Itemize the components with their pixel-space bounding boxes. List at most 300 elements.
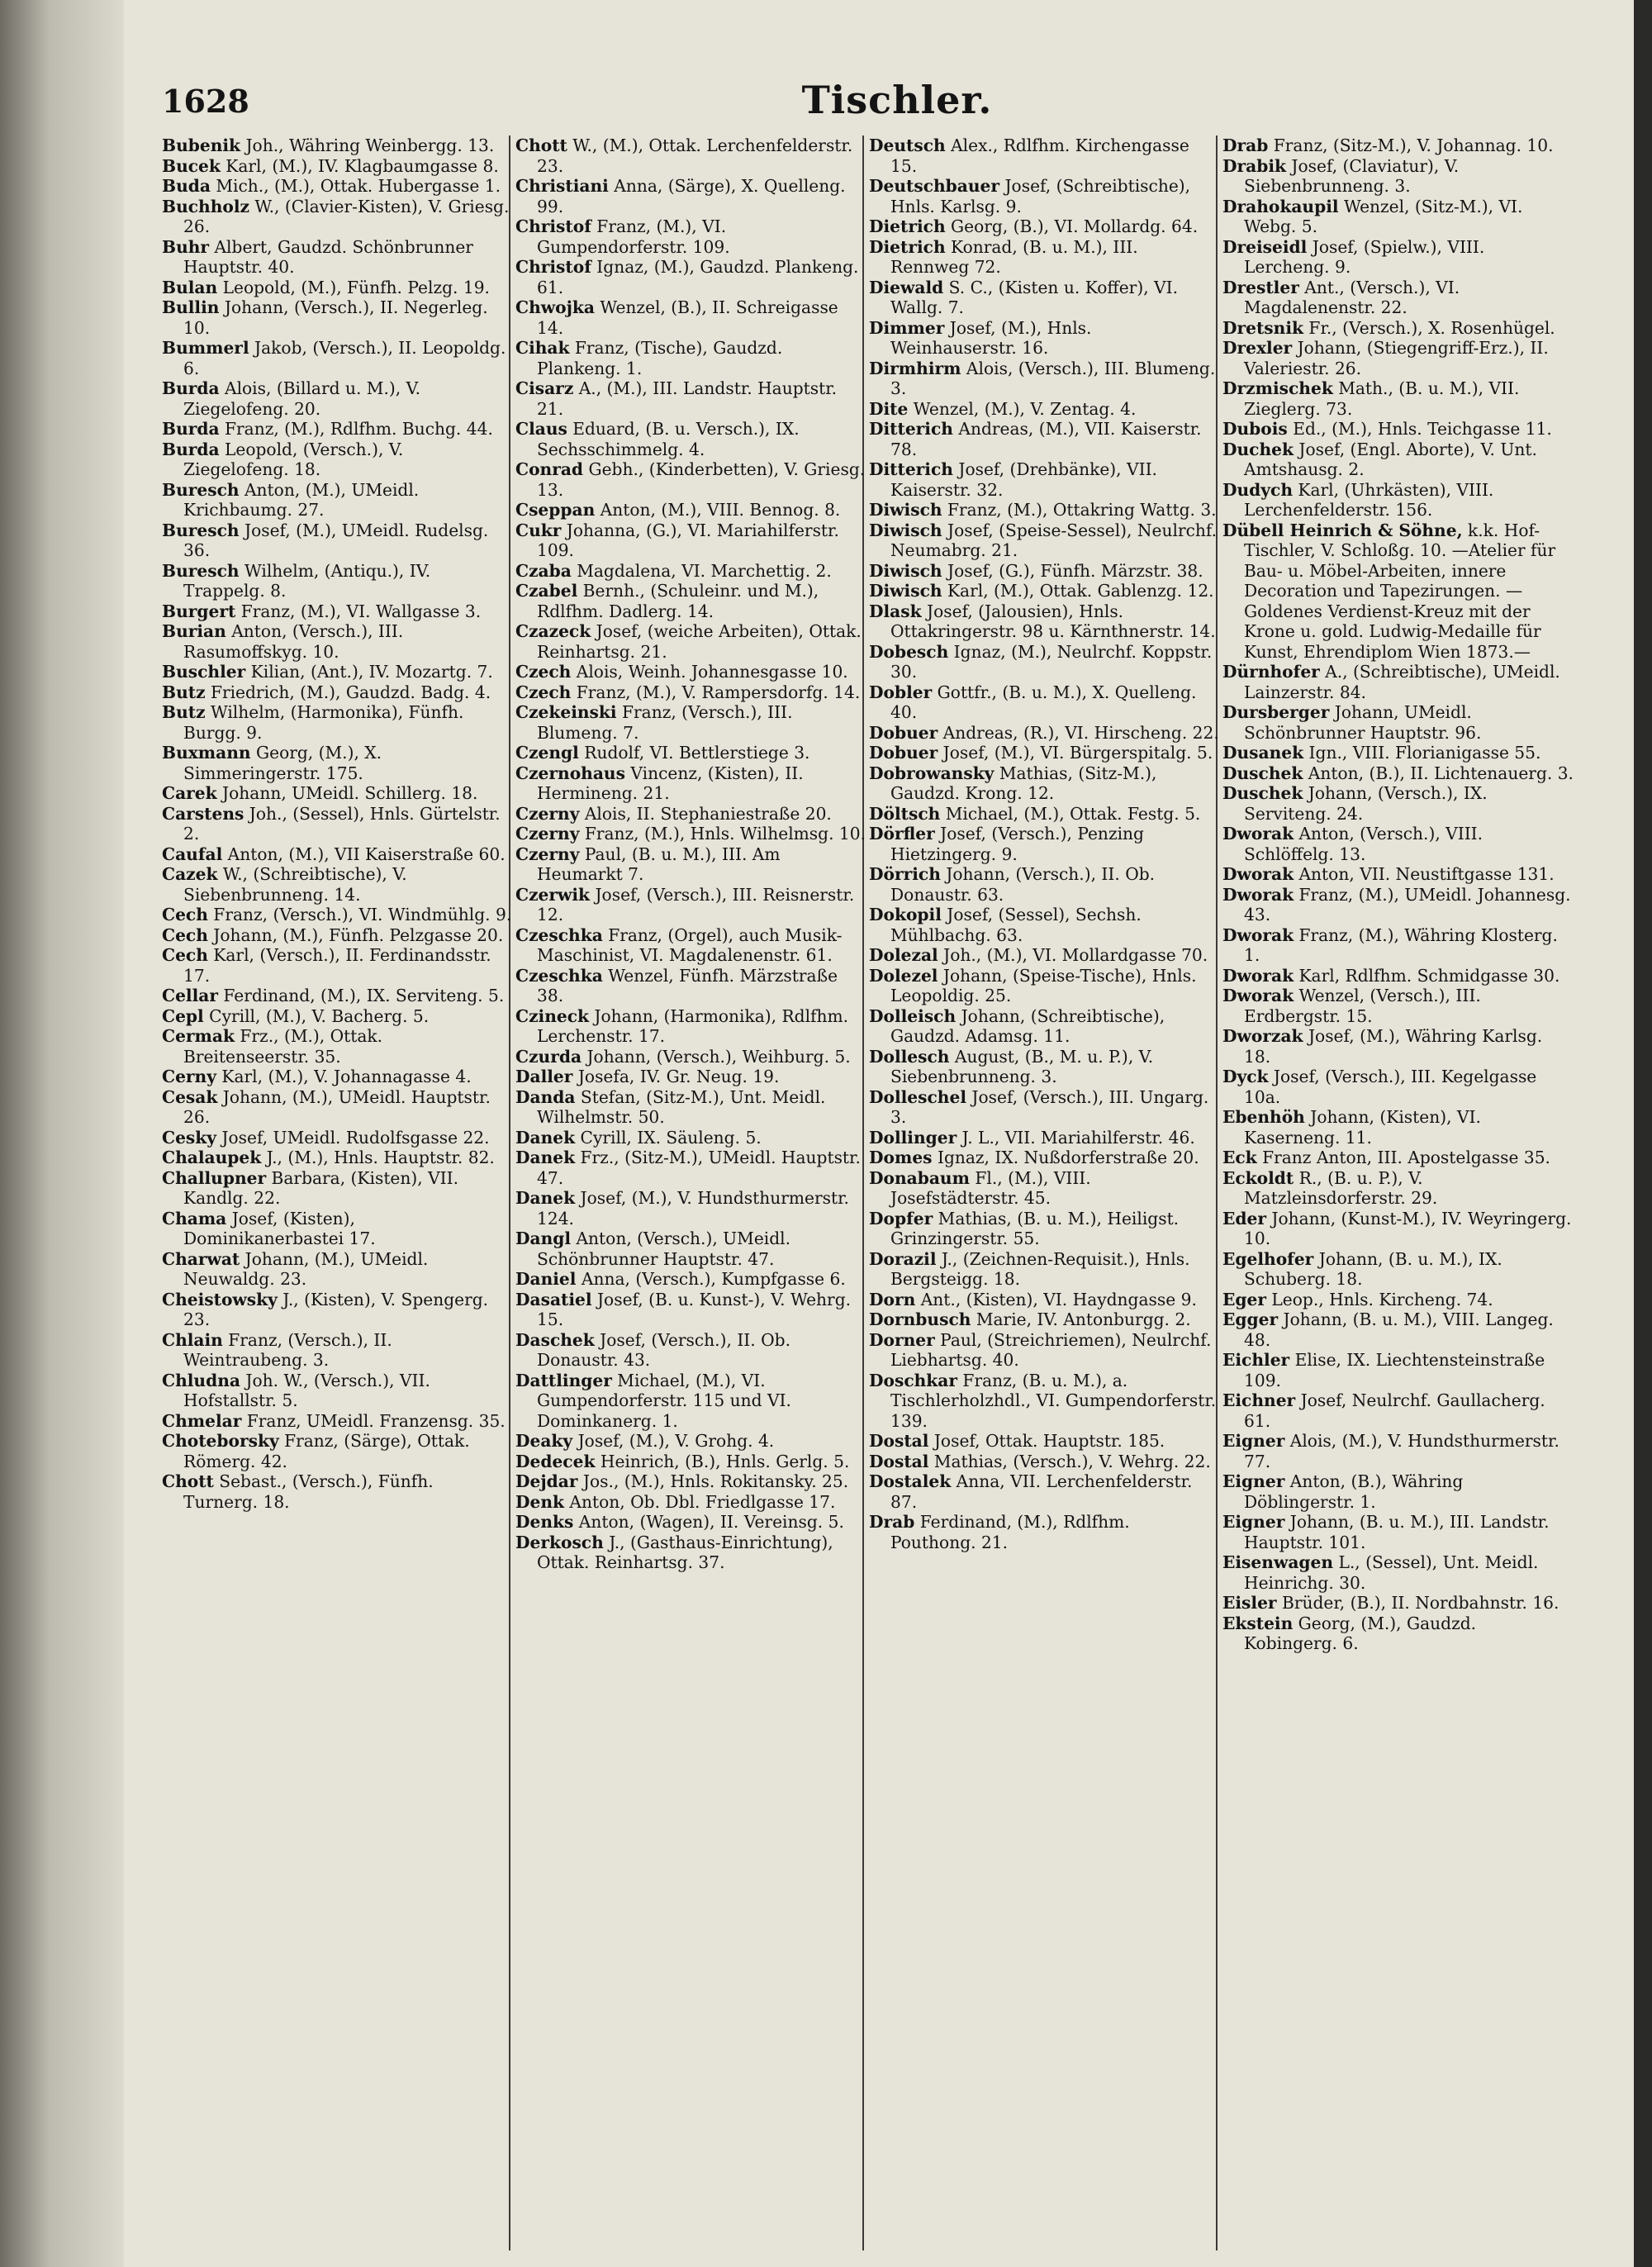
entry-name: Dubois (1222, 419, 1288, 439)
entry-name: Czurda (515, 1046, 582, 1067)
entry-details: Josef, (Kisten), Dominikanerbastei 17. (183, 1208, 376, 1248)
directory-entry (515, 1067, 866, 1087)
directory-entry (1222, 1249, 1574, 1290)
entry-name: Diewald (869, 277, 944, 297)
entry-details: Johann, (B. u. M.), IX. Schuberg. 18. (1244, 1248, 1502, 1289)
entry-name: Danda (515, 1086, 576, 1107)
directory-entry (162, 945, 513, 986)
entry-details: L., (Sessel), Unt. Meidl. Heinrichg. 30. (1244, 1552, 1539, 1593)
directory-entry (515, 1188, 866, 1229)
entry-name: Dostal (869, 1451, 929, 1471)
entry-details: Georg, (M.), Gaudzd. Kobingerg. 6. (1244, 1613, 1477, 1653)
entry-details: Kilian, (Ant.), IV. Mozartg. 7. (245, 662, 493, 682)
directory-entry (162, 197, 513, 237)
entry-details: Ant., (Kisten), VI. Haydngasse 9. (915, 1289, 1197, 1309)
entry-name: Dattlinger (515, 1370, 612, 1390)
entry-name: Dreiseidl (1222, 236, 1308, 257)
entry-name: Christof (515, 257, 591, 277)
directory-entry (162, 1249, 513, 1290)
entry-details: Wilhelm, (Antiqu.), IV. Trappelg. 8. (183, 560, 431, 601)
entry-details: Rudolf, VI. Bettlerstiege 3. (578, 743, 810, 763)
directory-entry (162, 1148, 513, 1168)
entry-details: Karl, (M.), Ottak. Gablenzg. 12. (942, 581, 1214, 601)
entry-name: Drestler (1222, 277, 1299, 297)
directory-entry (1222, 135, 1574, 156)
entry-details: Eduard, (B. u. Versch.), IX. Sechsschimmelg. 4. (537, 419, 800, 459)
directory-entry (869, 1309, 1220, 1330)
entry-name: Dworak (1222, 864, 1294, 884)
directory-entry (515, 297, 866, 338)
entry-name: Cech (162, 905, 208, 924)
directory-entry (869, 500, 1220, 520)
directory-entry (515, 621, 866, 662)
entry-name: Doschkar (869, 1370, 958, 1390)
directory-entry (869, 278, 1220, 318)
directory-entry (869, 804, 1220, 825)
directory-entry (1222, 480, 1574, 520)
entry-name: Dorner (869, 1329, 935, 1350)
entry-details: Franz, (Versch.), VI. Windmühlg. 9. (207, 905, 512, 924)
entry-name: Dimmer (869, 317, 945, 338)
directory-entry (1222, 1290, 1574, 1310)
directory-entry (162, 278, 513, 298)
directory-entry (1222, 783, 1574, 824)
page-header (162, 78, 1632, 132)
directory-entry (515, 1330, 866, 1371)
directory-entry (515, 1128, 866, 1148)
entry-name: Chalaupek (162, 1148, 262, 1167)
directory-entry (869, 763, 1220, 804)
directory-entry (869, 1148, 1220, 1168)
directory-entry (1222, 419, 1574, 440)
entry-name: Czeschka (515, 965, 603, 986)
entry-details: Joh. W., (Versch.), VII. Hofstallstr. 5. (183, 1370, 430, 1410)
directory-entry (515, 743, 866, 763)
entry-details: Franz Anton, III. Apostelgasse 35. (1256, 1148, 1550, 1167)
entry-details: Johann, (Versch.), II. Ob. Donaustr. 63. (890, 864, 1156, 905)
entry-details: J., (Gasthaus-Einrichtung), Ottak. Reinhartsg. 37. (537, 1532, 833, 1572)
entry-name: Eger (1222, 1289, 1266, 1309)
entry-details: Leopold, (Versch.), V. Ziegelofeng. 18. (183, 439, 404, 479)
entry-name: Dopfer (869, 1208, 933, 1229)
entry-name: Dworzak (1222, 1026, 1303, 1046)
entry-details: Wenzel, (M.), V. Zentag. 4. (908, 398, 1137, 419)
entry-name: Cech (162, 924, 208, 945)
entry-name: Daschek (515, 1329, 595, 1350)
entry-name: Cesky (162, 1127, 216, 1148)
directory-entry (1222, 763, 1574, 784)
directory-entry (869, 743, 1220, 763)
directory-entry (162, 1431, 513, 1471)
directory-entry (162, 1371, 513, 1411)
entry-name: Dörfler (869, 824, 935, 844)
entry-name: Claus (515, 419, 567, 439)
entry-name: Duchek (1222, 439, 1294, 459)
entry-details: Fl., (M.), VIII. Josefstädterstr. 45. (890, 1167, 1091, 1208)
entry-name: Chott (515, 135, 567, 155)
entry-details: S. C., (Kisten u. Koffer), VI. Wallg. 7. (890, 277, 1179, 317)
directory-entry (1222, 986, 1574, 1026)
entry-details: Josef, (M.), VI. Bürgerspitalg. 5. (938, 743, 1213, 763)
directory-entry (515, 824, 866, 844)
entry-details: Josef, (Schreibtische), Hnls. Karlsg. 9. (890, 176, 1191, 216)
entry-name: Dorazil (869, 1248, 937, 1269)
entry-details: Anna, (Särge), X. Quelleng. 99. (537, 176, 846, 216)
entry-details: Josef, (Versch.), Penzing Hietzingerg. 9. (890, 824, 1144, 864)
directory-entry (869, 1128, 1220, 1148)
entry-name: Cseppan (515, 500, 596, 520)
entry-details: Leop., Hnls. Kircheng. 74. (1265, 1289, 1493, 1309)
entry-details: Franz, (Sitz-M.), V. Johannag. 10. (1268, 135, 1554, 155)
entry-name: Czineck (515, 1005, 590, 1026)
entry-details: Johann, UMeidl. Schillerg. 18. (216, 783, 478, 803)
entry-name: Dobesch (869, 641, 949, 662)
entry-details: Brüder, (B.), II. Nordbahnstr. 16. (1276, 1593, 1559, 1613)
entry-name: Eisler (1222, 1593, 1277, 1613)
directory-entry (869, 1512, 1220, 1552)
entry-name: Dolezal (869, 945, 938, 965)
entry-details: Sebast., (Versch.), Fünfh. Turnerg. 18. (183, 1471, 434, 1512)
entry-details: Ignaz, (M.), Neulrchf. Koppstr. 30. (890, 641, 1213, 682)
directory-entry (869, 459, 1220, 500)
directory-entry (515, 176, 866, 216)
directory-entry (869, 682, 1220, 723)
directory-entry (162, 1209, 513, 1249)
entry-name: Carek (162, 783, 217, 803)
entry-details: Frz., (Sitz-M.), UMeidl. Hauptstr. 47. (537, 1148, 861, 1188)
directory-entry (869, 824, 1220, 864)
entry-name: Chwojka (515, 297, 595, 317)
entry-name: Dite (869, 398, 909, 419)
entry-name: Dejdar (515, 1471, 578, 1491)
entry-details: Josef, Ottak. Hauptstr. 185. (928, 1431, 1165, 1451)
entry-details: Albert, Gaudzd. Schönbrunner Hauptstr. 40. (183, 236, 473, 277)
entry-name: Domes (869, 1148, 933, 1167)
entry-details: Math., (B. u. M.), VII. Zieglerg. 73. (1244, 378, 1520, 419)
entry-details: A., (M.), III. Landstr. Hauptstr. 21. (537, 378, 838, 419)
entry-name: Egelhofer (1222, 1248, 1314, 1269)
entry-name: Ditterich (869, 459, 953, 479)
directory-entry (1222, 440, 1574, 480)
entry-name: Ebenhöh (1222, 1107, 1305, 1127)
entry-name: Dretsnik (1222, 317, 1304, 338)
directory-entry (162, 1128, 513, 1148)
entry-details: Vincenz, (Kisten), II. Hermineng. 21. (537, 763, 804, 803)
directory-entry (162, 925, 513, 946)
entry-name: Dorn (869, 1289, 916, 1309)
entry-details: Franz, (Orgel), auch Musik-Maschinist, VI. Magdalenenstr. 61. (537, 924, 843, 965)
directory-entry (162, 135, 513, 156)
directory-entry (162, 1026, 513, 1067)
entry-name: Denk (515, 1491, 565, 1512)
entry-name: Burda (162, 378, 220, 398)
entry-name: Bulan (162, 277, 218, 297)
directory-entry (162, 1411, 513, 1432)
directory-entry (162, 1330, 513, 1371)
entry-details: Josef, (Claviatur), V. Siebenbrunneng. 3. (1244, 155, 1460, 196)
entry-name: Buresch (162, 479, 240, 500)
entry-details: Mich., (M.), Ottak. Hubergasse 1. (210, 176, 501, 196)
entry-details: Johann, (Kisten), VI. Kaserneng. 11. (1244, 1107, 1481, 1148)
entry-name: Eisenwagen (1222, 1552, 1334, 1572)
entry-details: W., (Schreibtische), V. Siebenbrunneng. 14. (183, 864, 407, 905)
entry-details: Johann, (Versch.), IX. Serviteng. 24. (1244, 783, 1488, 824)
directory-entry (162, 1006, 513, 1027)
directory-entry (869, 1087, 1220, 1128)
entry-name: Eigner (1222, 1512, 1285, 1532)
directory-entry (515, 662, 866, 682)
directory-entry (869, 966, 1220, 1006)
entry-details: Joh., (M.), VI. Mollardgasse 70. (938, 945, 1208, 965)
entry-name: Czengl (515, 743, 579, 763)
entry-details: Josef, (weiche Arbeiten), Ottak. Reinhartsg. 21. (537, 621, 862, 662)
entry-details: Anton, (M.), VII Kaiserstraße 60. (222, 844, 506, 864)
entry-name: Czabel (515, 581, 578, 601)
entry-details: Andreas, (R.), VI. Hirscheng. 22. (938, 722, 1219, 743)
entry-name: Czaba (515, 560, 572, 581)
entry-details: Gottfr., (B. u. M.), X. Quelleng. 40. (890, 682, 1197, 722)
entry-name: Dlask (869, 601, 922, 621)
entry-details: Franz, UMeidl. Franzensg. 35. (241, 1410, 506, 1431)
entry-name: Cepl (162, 1005, 204, 1026)
directory-entry (869, 1006, 1220, 1047)
directory-entry (515, 682, 866, 703)
directory-entry (869, 1452, 1220, 1472)
directory-entry (1222, 966, 1574, 986)
entry-name: Dobuer (869, 743, 938, 763)
entry-name: Dübell Heinrich & Söhne, (1222, 520, 1463, 540)
directory-entry (869, 176, 1220, 216)
entry-name: Carstens (162, 803, 244, 824)
entry-details: Anna, VII. Lerchenfelderstr. 87. (890, 1471, 1193, 1512)
directory-entry (515, 1492, 866, 1513)
entry-name: Cheistowsky (162, 1289, 278, 1309)
directory-entry (515, 257, 866, 297)
entry-name: Eder (1222, 1208, 1266, 1229)
directory-entry (515, 581, 866, 621)
directory-entry (1222, 824, 1574, 864)
entry-details: Anton, (M.), VIII. Bennog. 8. (595, 500, 841, 520)
entry-name: Chmelar (162, 1410, 242, 1431)
column-1 (162, 135, 513, 2250)
entry-name: Czazeck (515, 621, 591, 641)
directory-entry (1222, 1350, 1574, 1390)
entry-details: J., (Kisten), V. Spengerg. 23. (183, 1289, 489, 1329)
directory-entry (162, 440, 513, 480)
entry-name: Deutsch (869, 135, 946, 155)
entry-details: Josef, (Versch.), III. Kegelgasse 10a. (1244, 1067, 1537, 1107)
directory-entry (1222, 1593, 1574, 1614)
entry-name: Burda (162, 439, 220, 459)
directory-entry (869, 135, 1220, 176)
entry-details: Ignaz, (M.), Gaudzd. Plankeng. 61. (537, 257, 859, 297)
entry-name: Czerny (515, 824, 580, 844)
directory-entry (1222, 743, 1574, 763)
directory-entry (869, 1249, 1220, 1290)
entry-name: Dudych (1222, 479, 1293, 500)
entry-details: Paul, (Streichriemen), Neulrchf. Liebhartsg. 40. (890, 1329, 1212, 1370)
entry-details: Josef, (Sessel), Sechsh. Mühlbachg. 63. (890, 905, 1142, 945)
entry-name: Bucek (162, 155, 221, 176)
entry-name: Chama (162, 1208, 227, 1229)
entry-name: Dolleisch (869, 1005, 957, 1026)
entry-details: Wenzel, Fünfh. Märzstraße 38. (537, 965, 838, 1005)
entry-details: Georg, (B.), VI. Mollardg. 64. (945, 216, 1199, 236)
entry-name: Cerny (162, 1067, 216, 1086)
directory-entry (1222, 1471, 1574, 1512)
entry-name: Denks (515, 1512, 574, 1532)
directory-entry (1222, 925, 1574, 966)
directory-entry (162, 561, 513, 601)
directory-entry (162, 156, 513, 177)
entry-details: Franz, (M.), Währing Klosterg. 1. (1244, 924, 1558, 965)
entry-name: Burgert (162, 601, 236, 621)
entry-name: Drzmischek (1222, 378, 1333, 398)
directory-entry (515, 1452, 866, 1472)
entry-name: Ekstein (1222, 1613, 1294, 1633)
entry-name: Dollesch (869, 1046, 950, 1067)
entry-name: Chlain (162, 1329, 223, 1350)
entry-name: Deaky (515, 1431, 573, 1451)
directory-entry (515, 804, 866, 825)
entry-details: Josef, Neulrchf. Gaullacherg. 61. (1244, 1390, 1545, 1431)
entry-details: Alois, (Billard u. M.), V. Ziegelofeng. 20. (183, 378, 421, 419)
directory-entry (515, 1512, 866, 1533)
entry-details: Jakob, (Versch.), II. Leopoldg. 6. (183, 338, 506, 378)
directory-entry (1222, 1390, 1574, 1431)
entry-name: Dörrich (869, 864, 941, 884)
entry-details: Josef, (Versch.), II. Ob. Donaustr. 43. (537, 1329, 790, 1370)
directory-entry (515, 500, 866, 520)
directory-entry (515, 459, 866, 500)
directory-entry (1222, 662, 1574, 702)
directory-entry (162, 621, 513, 662)
entry-details: Frz., (M.), Ottak. Breitenseerstr. 35. (183, 1026, 383, 1067)
entry-details: J., (Zeichnen-Requisit.), Hnls. Bergsteigg. 18. (890, 1248, 1190, 1289)
entry-name: Buchholz (162, 196, 249, 216)
directory-entry (515, 419, 866, 459)
entry-details: Franz, (M.), UMeidl. Johannesg. 43. (1244, 884, 1571, 924)
entry-details: W., (Clavier-Kisten), V. Griesg. 26. (183, 196, 510, 236)
entry-details: Josef, (M.), V. Hundsthurmerstr. 124. (537, 1188, 849, 1229)
entry-name: Cisarz (515, 378, 574, 398)
directory-entry (869, 1290, 1220, 1310)
entry-details: Johann, (Harmonika), Rdlfhm. Lerchenstr. 17. (537, 1005, 849, 1046)
entry-name: Buhr (162, 236, 210, 257)
entry-details: Friedrich, (M.), Gaudzd. Badg. 4. (205, 682, 491, 702)
entry-details: Magdalena, VI. Marchettig. 2. (571, 560, 832, 581)
directory-entry (515, 885, 866, 925)
entry-name: Dedecek (515, 1451, 596, 1471)
entry-details: Karl, (M.), V. Johannagasse 4. (216, 1067, 472, 1086)
entry-name: Dolezel (869, 965, 938, 986)
directory-entry (515, 1229, 866, 1269)
entry-name: Eck (1222, 1148, 1257, 1167)
entry-details: Ferdinand, (M.), Rdlfhm. Pouthong. 21. (890, 1512, 1130, 1552)
directory-entry (162, 480, 513, 520)
entry-details: Karl, Rdlfhm. Schmidgasse 30. (1294, 965, 1560, 986)
entry-details: Johann, (Versch.), II. Negerleg. 10. (183, 297, 488, 338)
entry-details: Wenzel, (Sitz-M.), VI. Webg. 5. (1244, 196, 1523, 236)
entry-name: Cech (162, 945, 208, 965)
column-3 (869, 135, 1220, 2250)
entry-details: Anton, (B.), II. Lichtenauerg. 3. (1303, 763, 1574, 783)
directory-entry (515, 1290, 866, 1330)
entry-name: Cesak (162, 1086, 218, 1107)
entry-details: Anton, (M.), UMeidl. Krichbaumg. 27. (183, 479, 420, 520)
directory-entry (162, 1471, 513, 1512)
entry-details: August, (B., M. u. P.), V. Siebenbrunneng. 3. (890, 1046, 1154, 1086)
entry-name: Cermak (162, 1026, 235, 1046)
page-number: 1628 (162, 83, 249, 120)
entry-details: Josefa, IV. Gr. Neug. 19. (572, 1067, 780, 1086)
entry-details: Anton, (Versch.), VIII. Schlöffelg. 13. (1244, 824, 1483, 864)
entry-name: Christof (515, 216, 591, 236)
entry-name: Conrad (515, 459, 584, 479)
directory-entry (869, 905, 1220, 945)
entry-details: Anton, VII. Neustiftgasse 131. (1294, 864, 1555, 884)
entry-name: Czerny (515, 844, 580, 864)
entry-name: Ditterich (869, 419, 953, 439)
directory-entry (869, 601, 1220, 642)
directory-entry (869, 419, 1220, 459)
entry-details: Franz, (Särge), Ottak. Römerg. 42. (183, 1431, 470, 1471)
entry-name: Dostal (869, 1431, 929, 1451)
entry-details: Leopold, (M.), Fünfh. Pelzg. 19. (217, 277, 490, 297)
entry-name: Bummerl (162, 338, 249, 358)
entry-name: Dirmhirm (869, 358, 961, 378)
directory-entry (869, 1431, 1220, 1452)
entry-name: Dasatiel (515, 1289, 592, 1309)
entry-name: Dangl (515, 1229, 572, 1248)
column-2 (515, 135, 866, 2250)
entry-name: Dobler (869, 682, 933, 702)
directory-entry (869, 359, 1220, 399)
directory-columns (162, 135, 1632, 2250)
directory-entry (515, 1471, 866, 1492)
entry-details: Ignaz, IX. Nußdorferstraße 20. (932, 1148, 1199, 1167)
entry-details: Ferdinand, (M.), IX. Serviteng. 5. (217, 986, 505, 1005)
entry-details: Franz, (Versch.), II. Weintraubeng. 3. (183, 1329, 392, 1370)
directory-entry (1222, 1168, 1574, 1209)
directory-entry (515, 1087, 866, 1128)
entry-name: Daniel (515, 1269, 577, 1289)
entry-details: Johann, (B. u. M.), III. Landstr. Hauptstr. 101. (1244, 1512, 1550, 1552)
entry-name: Deutschbauer (869, 176, 1000, 196)
entry-name: Dursberger (1222, 702, 1330, 722)
entry-details: Bernh., (Schuleinr. und M.), Rdlfhm. Dadlerg. 14. (537, 581, 819, 621)
entry-name: Burda (162, 419, 220, 439)
column-4 (1222, 135, 1574, 2250)
entry-details: Ign., VIII. Florianigasse 55. (1303, 743, 1541, 763)
directory-entry (1222, 864, 1574, 885)
entry-name: Danek (515, 1188, 576, 1208)
directory-entry (869, 581, 1220, 601)
entry-details: Anton, (B.), Währing Döblingerstr. 1. (1244, 1471, 1464, 1512)
entry-details: Josef, (Engl. Aborte), V. Unt. Amtshausg. 2. (1244, 439, 1537, 479)
entry-name: Dietrich (869, 236, 946, 257)
entry-details: Johann, (M.), UMeidl. Neuwaldg. 23. (183, 1248, 429, 1289)
directory-entry (162, 520, 513, 561)
entry-details: Karl, (M.), IV. Klagbaumgasse 8. (220, 155, 499, 176)
entry-details: Franz, (M.), VI. Gumpendorferstr. 109. (537, 216, 730, 257)
entry-details: Georg, (M.), X. Simmeringerstr. 175. (183, 743, 382, 783)
directory-entry (869, 1471, 1220, 1512)
entry-name: Dworak (1222, 986, 1294, 1005)
entry-name: Dusanek (1222, 743, 1304, 763)
directory-entry (1222, 156, 1574, 197)
entry-details: Wenzel, (B.), II. Schreigasse 14. (537, 297, 838, 338)
